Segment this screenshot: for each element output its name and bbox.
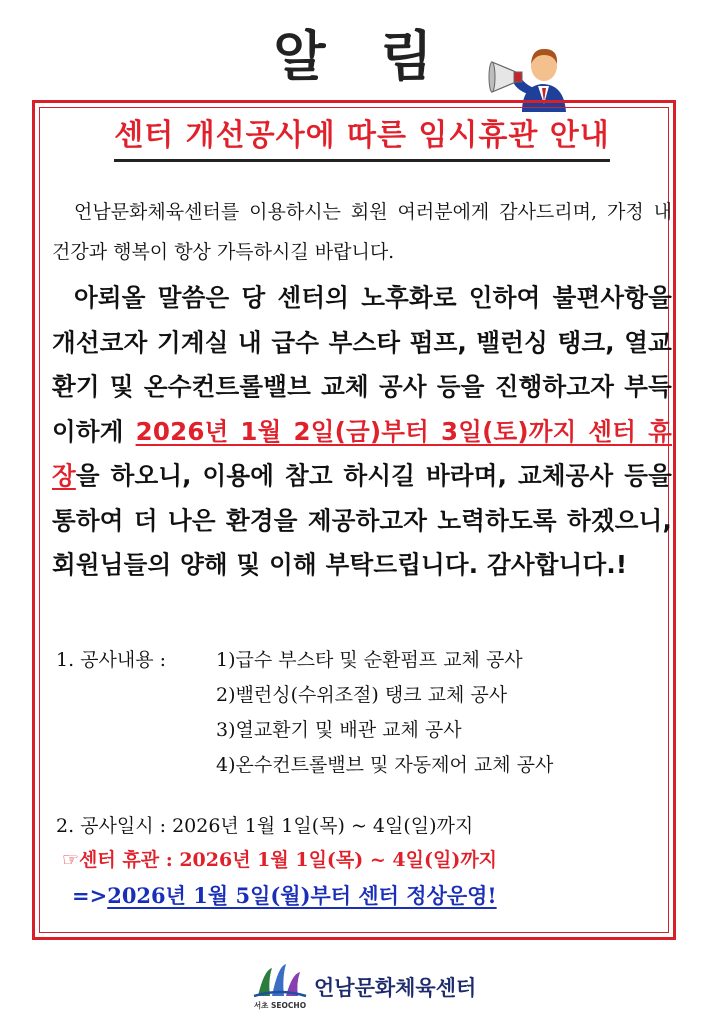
subtitle-text: 센터 개선공사에 따른 임시휴관 안내: [114, 116, 609, 162]
main-text-part2: 을 하오니, 이용에 참고 하시길 바라며, 교체공사 등을 통하여 더 나은 환경을 제공하고자 노력하도록 하겠으니, 회원님들의 양해 및 이해 부탁드립니다. 감사합니다.!: [52, 461, 672, 579]
reopen-text: 2026년 1월 5일(월)부터 센터 정상운영!: [107, 883, 497, 908]
closure-text: 센터 휴관 : 2026년 1월 1일(목) ~ 4일(일)까지: [79, 849, 498, 871]
notice-subtitle: [0, 116, 724, 162]
main-paragraph: [52, 276, 672, 588]
works-list: [56, 643, 676, 783]
greeting-paragraph: 언남문화체육센터를 이용하시는 회원 여러분에게 감사드리며, 가정 내 건강과 행복이 항상 가득하시길 바랍니다.: [52, 201, 672, 263]
works-item: 4)온수컨트롤밸브 및 자동제어 교체 공사: [216, 754, 554, 776]
works-label: 1. 공사내용 :: [56, 649, 167, 671]
schedule-line: 2. 공사일시 : 2026년 1월 1일(목) ~ 4일(일)까지: [56, 815, 474, 837]
seocho-logo-icon: [250, 962, 310, 1010]
org-name: 언남문화체육센터: [314, 976, 477, 1000]
pointing-hand-icon: ☞: [62, 849, 80, 871]
works-row: [56, 643, 676, 678]
reopen-line: [72, 876, 497, 916]
works-item: 1)급수 부스타 및 순환펌프 교체 공사: [216, 649, 523, 671]
closure-line: [62, 842, 497, 878]
main-text-part1: 아뢰올 말씀은 당 센터의 노후화로 인하여 불편사항을 개선코자 기계실 내 급수 부스타 펌프, 밸런싱 탱크, 열교환기 및 온수컨트롤밸브 교체 공사 등을 진행하고자 부득이하게: [52, 283, 672, 446]
works-item: 2)밸런싱(수위조절) 탱크 교체 공사: [216, 684, 508, 706]
reopen-arrow: =>: [72, 883, 108, 908]
notice-title: 알 림: [273, 25, 451, 88]
logo-text: 서초 SEOCHO: [253, 1001, 307, 1010]
works-item: 3)열교환기 및 배관 교체 공사: [216, 719, 462, 741]
closure-highlight: 2026년 1월 2일(금)부터 3일(토)까지 센터 휴장: [52, 416, 672, 490]
